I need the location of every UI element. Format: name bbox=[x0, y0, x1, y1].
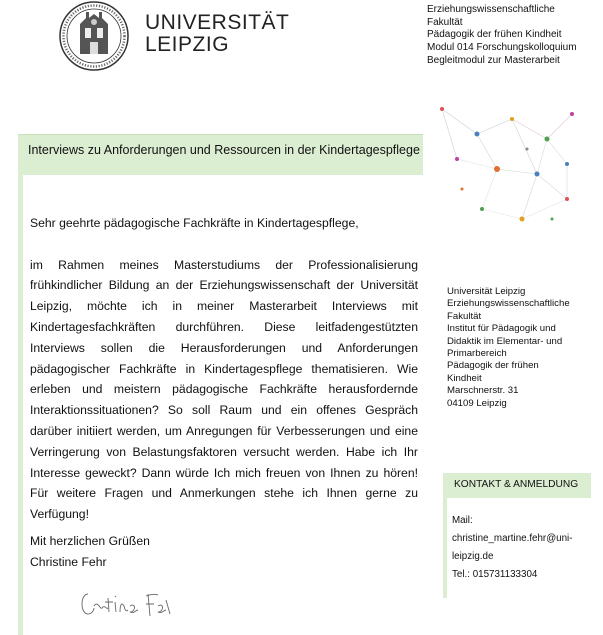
address-line: Erziehungswissenschaftliche bbox=[447, 298, 570, 310]
address-line: Primarbereich bbox=[447, 348, 507, 360]
header-info-line: Begleitmodul zur Masterarbeit bbox=[427, 54, 560, 66]
contact-heading: KONTAKT & ANMELDUNG bbox=[454, 479, 579, 490]
handwritten-signature bbox=[78, 580, 178, 628]
address-block bbox=[447, 286, 570, 410]
header-info-line: Fakultät bbox=[427, 16, 463, 28]
university-wordmark-line: LEIPZIG bbox=[145, 33, 230, 56]
address-line: Marschnerstr. 31 bbox=[447, 385, 519, 397]
university-wordmark bbox=[145, 12, 289, 56]
closing-greeting: Mit herzlichen Grüßen bbox=[30, 534, 150, 548]
address-line: Kindheit bbox=[447, 372, 482, 384]
header-info bbox=[427, 4, 577, 68]
left-accent-stripe bbox=[18, 174, 23, 635]
header-info-line: Pädagogik der frühen Kindheit bbox=[427, 29, 562, 41]
mail-label: Mail: bbox=[452, 515, 473, 526]
address-line: Didaktik im Elementar- und bbox=[447, 335, 563, 347]
contact-details bbox=[452, 512, 572, 584]
address-line: Pädagogik der frühen bbox=[447, 360, 539, 372]
contact-header-bar bbox=[443, 473, 591, 498]
contact-accent-stripe bbox=[443, 498, 447, 598]
letter-salutation: Sehr geehrte pädagogische Fachkräfte in Kindertagespflege, bbox=[30, 216, 359, 230]
university-seal-logo bbox=[55, 0, 133, 72]
network-graphic-image bbox=[437, 99, 575, 230]
email-link-continued[interactable]: leipzig.de bbox=[452, 551, 494, 562]
header-info-line: Erziehungswissenschaftliche bbox=[427, 4, 555, 15]
header-info-line: Modul 014 Forschungskolloquium bbox=[427, 42, 577, 54]
university-wordmark-line: UNIVERSITÄT bbox=[145, 11, 290, 34]
author-name: Christine Fehr bbox=[30, 554, 107, 569]
address-line: Universität Leipzig bbox=[447, 286, 526, 297]
phone-number: Tel.: 015731133304 bbox=[452, 569, 538, 580]
address-line: 04109 Leipzig bbox=[447, 397, 507, 409]
address-line: Fakultät bbox=[447, 310, 482, 322]
letter-body: im Rahmen meines Masterstudiums der Professionalisierung frühkindlicher Bildung an der Erziehungswissenschaft der Universität Leipzig, möchte ich in meiner Masterarbeit Interviews mit Kindertagesfachkräften durchführen. Diese leitfadengestützten Interviews sollen die Herausforderungen und Anforderungen pädagogischer Fachkräfte in Kindertagespflege thematisieren. Wie erleben und meistern pädagogische Fachkräfte herausfordernde Interaktionssituationen? So soll Raum und ein offenes Gespräch darüber initiiert werden, um Anregungen für Verbesserungen und eine Verringerung von Belastungsfaktoren versucht werden. Habe ich Ihr Interesse geweckt? Dann würde Ich mich freuen von Ihnen zu hören! Für weitere Fragen und Anmerkungen stehe ich Ihnen gerne zu Verfügung! bbox=[30, 257, 418, 522]
page-title: Interviews zu Anforderungen und Ressourcen in der Kindertagespflege bbox=[28, 143, 420, 157]
address-line: Institut für Pädagogik und bbox=[447, 323, 556, 335]
letter-closing bbox=[30, 531, 150, 573]
title-bar bbox=[18, 134, 423, 175]
letter bbox=[30, 213, 418, 525]
email-link[interactable]: christine_martine.fehr@uni- bbox=[452, 533, 573, 544]
